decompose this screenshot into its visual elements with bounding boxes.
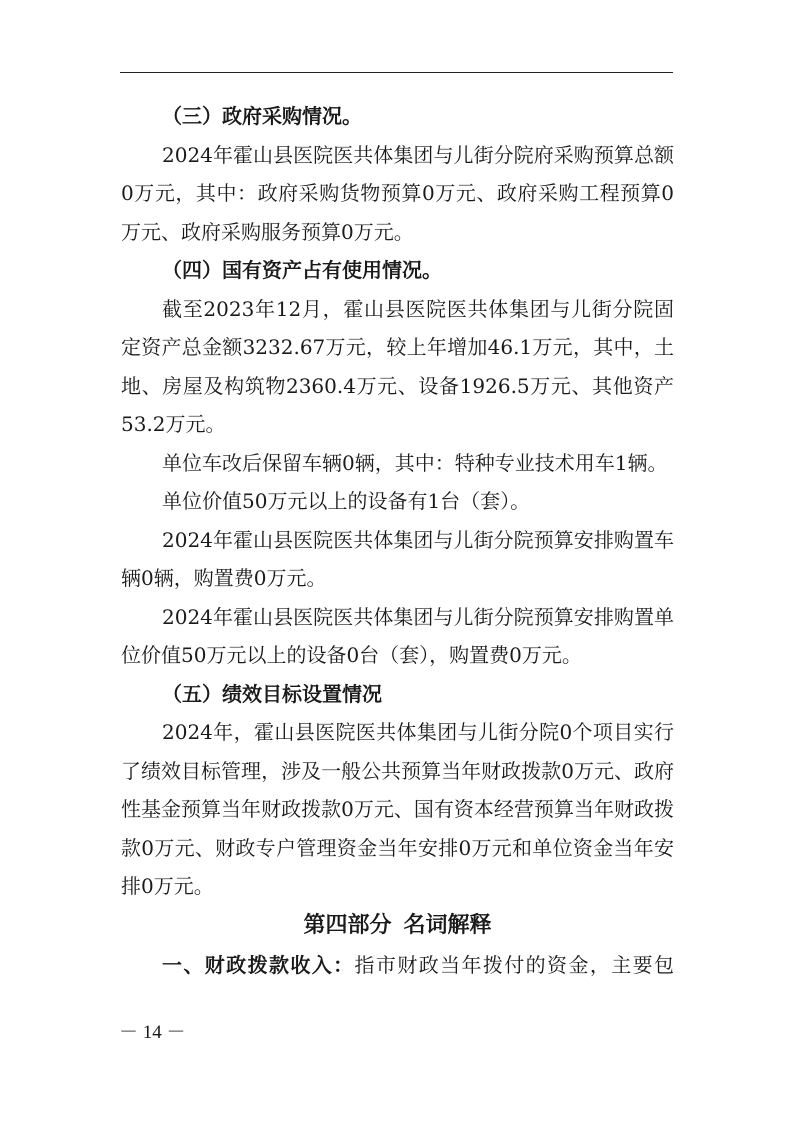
vehicle-purchase-paragraph: 2024年霍山县医院医共体集团与儿街分院预算安排购置车辆0辆，购置费0万元。 — [121, 527, 674, 590]
part-title-name: 名词解释 — [403, 912, 492, 938]
section-heading-assets: （四）国有资产占有使用情况。 — [162, 258, 442, 282]
glossary-item-1 — [121, 946, 674, 985]
performance-paragraph: 2024年，霍山县医院医共体集团与儿街分院0个项目实行了绩效目标管理，涉及一般公共预算当年财政拨款0万元、政府性基金预算当年财政拨款0万元、国有资本经营预算当年财政拨款0万元、财政专户管理资金当年安排0万元和单位资金当年安排0万元。 — [121, 720, 674, 898]
header-rule — [120, 72, 673, 73]
glossary-item-1-text: 指市财政当年拨付的资金，主要包 — [354, 952, 675, 977]
equipment-purchase-paragraph: 2024年霍山县医院医共体集团与儿街分院预算安排购置单位价值50万元以上的设备0台（套），购置费0万元。 — [121, 604, 674, 667]
part-title-number: 第四部分 — [303, 912, 392, 938]
assets-paragraph: 截至2023年12月，霍山县医院医共体集团与儿街分院固定资产总金额3232.67万元，较上年增加46.1万元，其中，土地、房屋及构筑物2360.4万元、设备1926.5万元、其他资产53.2万元。 — [121, 296, 674, 436]
procurement-paragraph: 2024年霍山县医院医共体集团与儿街分院府采购预算总额0万元，其中：政府采购货物预算0万元、政府采购工程预算0万元、政府采购服务预算0万元。 — [121, 142, 674, 244]
vehicles-paragraph: 单位车改后保留车辆0辆，其中：特种专业技术用车1辆。 — [162, 450, 668, 475]
page-body — [121, 97, 674, 984]
section-heading-performance: （五）绩效目标设置情况 — [162, 681, 382, 706]
glossary-item-1-label: 一、财政拨款收入： — [162, 952, 355, 977]
section-heading-procurement: （三）政府采购情况。 — [162, 104, 362, 128]
part-title — [121, 906, 674, 946]
equipment-paragraph: 单位价值50万元以上的设备有1台（套）。 — [162, 489, 531, 513]
page-number: － 14 － — [119, 1022, 186, 1043]
